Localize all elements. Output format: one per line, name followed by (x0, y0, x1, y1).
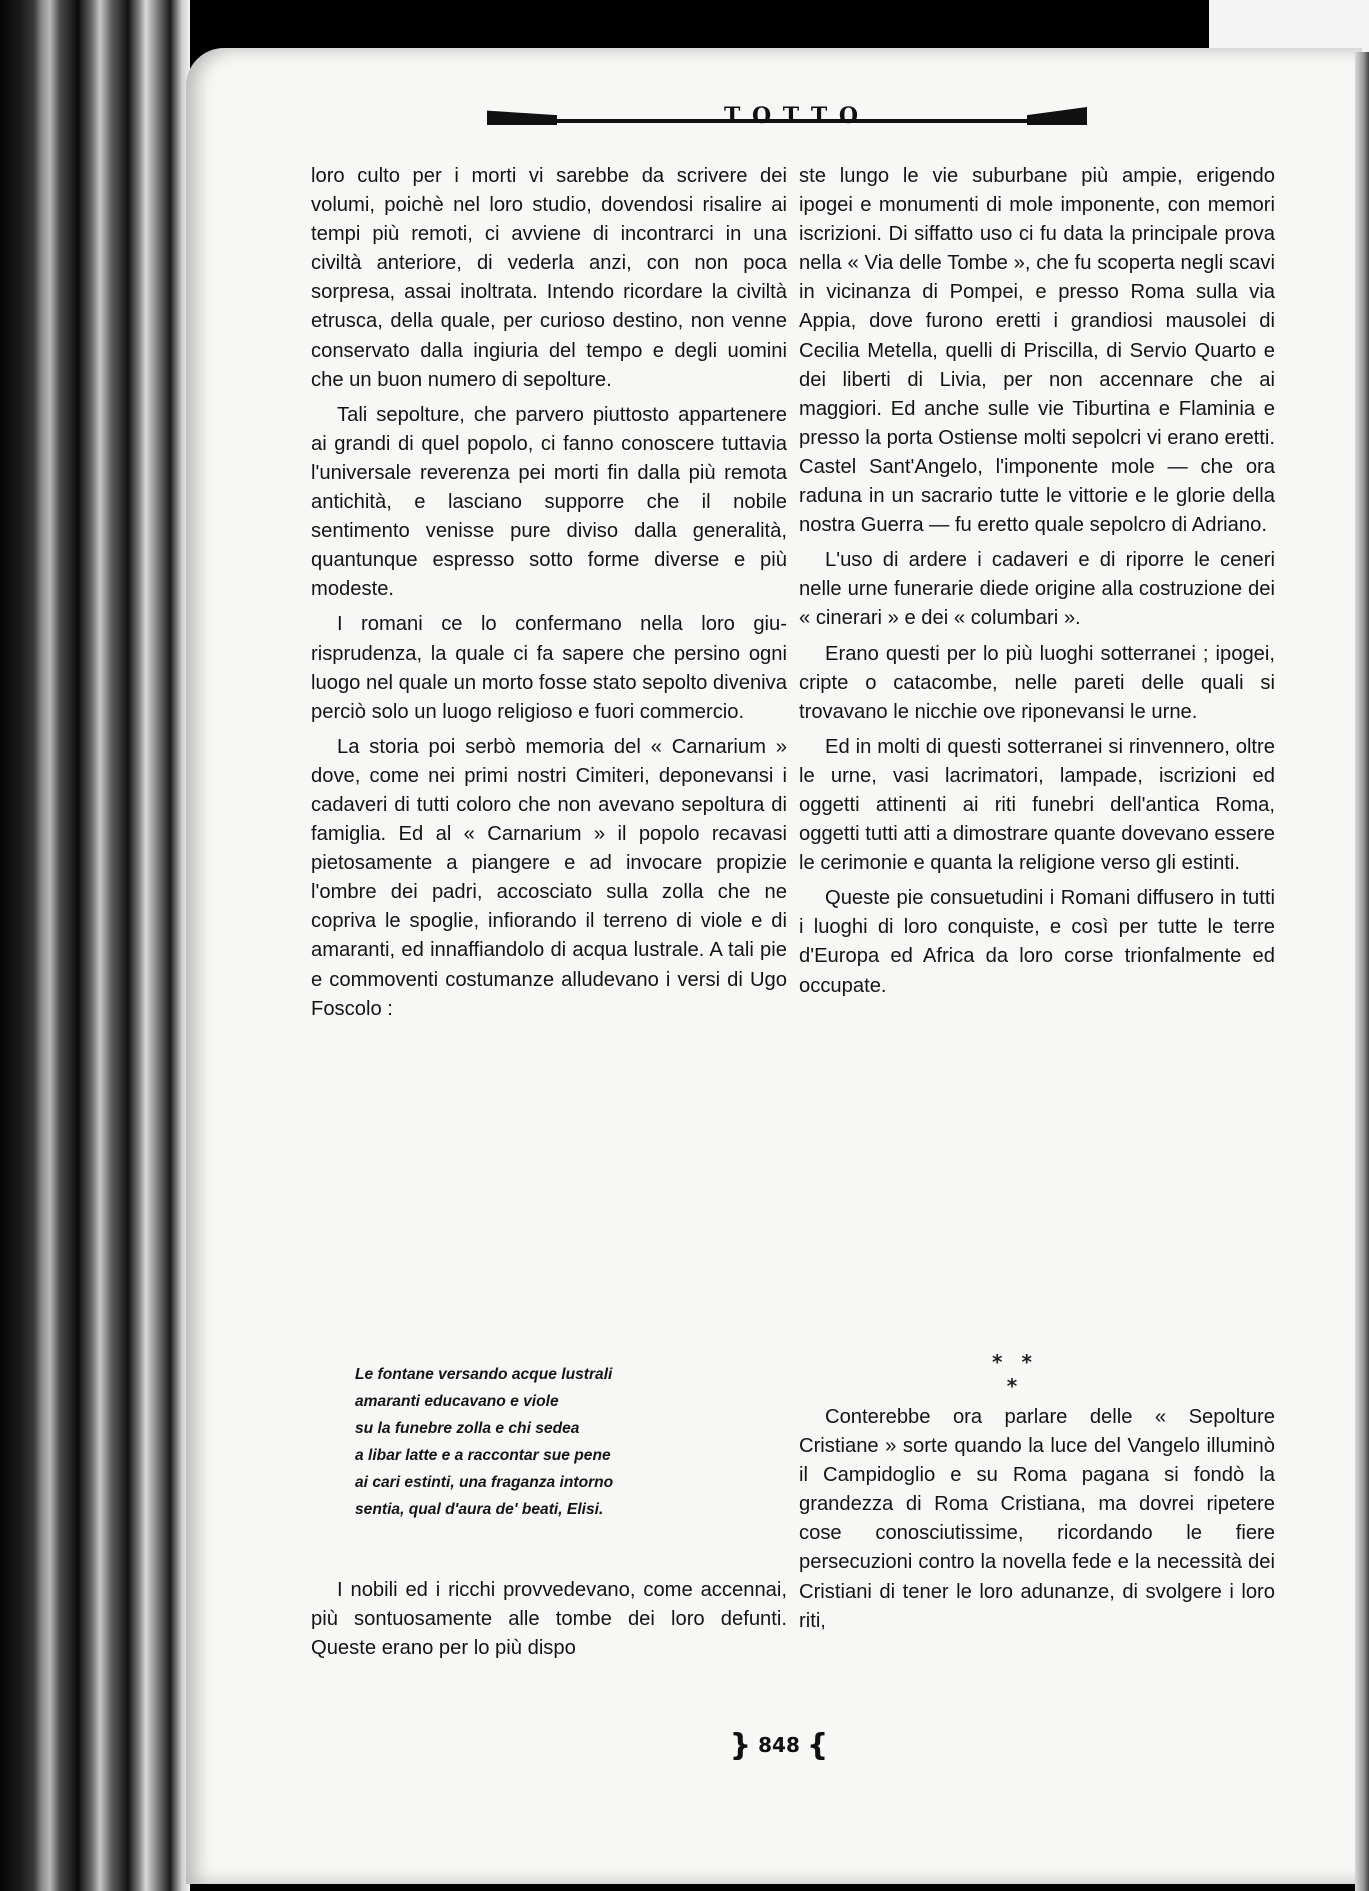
verse-line: sentia, qual d'aura de' beati, Elisi. (355, 1501, 604, 1518)
page-right-edge (1355, 52, 1369, 1891)
verse-line: ai cari estinti, una fraganza intorno (355, 1474, 614, 1491)
left-column (311, 162, 787, 1024)
paragraph: ste lungo le vie suburbane più ampie, erigendo ipogei e monumenti di mole imponente, con memori iscrizioni. Di siffatto uso ci fu data la principale prova nella « Via delle Tombe », che fu scoperta negli scavi in vicinanza di Pompei, e presso Roma sulla via Appia, dove furono eretti i grandiosi mausolei di Cecilia Metella, quelli di Priscilla, di Servio Quarto e dei liberti di Livia, per non accennare che ai maggiori. Ed anche sulle vie Tiburtina e Flaminia e presso la porta Ostiense molti sepolcri vi erano eretti. Castel Sant'Angelo, l'imponente mole — che ora raduna in un sacrario tutte le vittorie e le glorie della nostra Guerra — fu eretto quale sepolcro di Adriano. (799, 165, 1275, 537)
header-ornament (487, 104, 1087, 128)
left-brace-icon: } (729, 1728, 752, 1763)
right-brace-icon: { (806, 1728, 829, 1763)
left-closing-paragraph: I nobili ed i ricchi provvedevano, come accennai, più sontuosamente alle tombe dei loro defunti. Queste erano per lo più dispo (311, 1579, 787, 1660)
verse-line: amaranti educavano e viole (355, 1393, 559, 1410)
ornament-lead (487, 107, 557, 125)
right-column (799, 162, 1275, 1001)
right-closing-paragraph: Conterebbe ora parlare delle « Sepolture Cristiane » sorte quando la luce del Vangelo illuminò il Campidoglio e su Roma pagana si fondò la grandezza di Roma Cristiana, ma dovrei ripetere cose conosciutissime, ricordando le fiere persecuzioni contro la novella fede e la necessità dei Cristiani di tener le loro adunanze, di svolgere i loro riti, (799, 1406, 1275, 1632)
verse-line: Le fontane versando acque lustrali (355, 1366, 613, 1383)
page-number (719, 1728, 839, 1763)
verse-quotation (355, 1361, 775, 1523)
verse-line: su la funebre zolla e chi sedea (355, 1420, 580, 1437)
paragraph: I romani ce lo confermano nella loro giurisprudenza, la quale ci fa sapere che persino ogni luogo nel quale un morto fosse stato sepolto diveniva perciò solo un luogo religioso e fuori commercio. (311, 613, 787, 723)
book-binding-edge (0, 0, 190, 1891)
verse-line: a libar latte e a raccontar sue pene (355, 1447, 611, 1464)
page-number-value: 848 (758, 1733, 800, 1757)
paragraph: Erano questi per lo più luoghi sotterranei ; ipogei, cripte o catacombe, nelle pareti delle quali si trovavano le nicchie ove riponevansi le urne. (799, 642, 1275, 723)
scan-margin (1209, 0, 1369, 52)
ornament-letters: T O T T O (723, 103, 861, 129)
ornament-tail (1027, 107, 1087, 125)
paragraph: L'uso di ardere i cadaveri e di riporre le ceneri nelle urne funerarie diede origine alla costruzione dei « cinerari » e dei « columbari ». (799, 549, 1275, 630)
paragraph: Queste pie consuetudini i Romani diffusero in tutti i luoghi di loro conquiste, e così per tutte le terre d'Europa ed Africa da loro corse trionfalmente ed occupate. (799, 887, 1275, 997)
paragraph: La storia poi serbò memoria del « Carnarium » dove, come nei primi nostri Cimiteri, deponevansi i cadaveri di tutti coloro che non avevano sepoltura di famiglia. Ed al « Carnarium » il popolo recavasi pietosamente a piangere e ad invocare propizie l'ombre dei padri, accosciato sulla zolla che ne copriva le spoglie, infiorando il terreno di viole e di amaranti, ed innaffiandolo di acqua lustrale. A tali pie e commoventi costumanze alludevano i versi di Ugo Foscolo : (311, 735, 787, 1020)
paragraph: loro culto per i morti vi sarebbe da scrivere dei volumi, poichè nel loro studio, dovendosi risalire ai tempi più remoti, ci avviene di incontrarci in una civiltà anteriore, di vederla anzi, con non poca sorpresa, assai inoltrata. Intendo ricordare la civiltà etrusca, della quale, per curioso destino, non venne conservato dalla ingiuria del tempo e degli uomini che un buon numero di sepolture. (311, 165, 787, 391)
ornament-rule (557, 103, 1027, 129)
section-separator: * * * (992, 1350, 1038, 1398)
paragraph: Tali sepolture, che parvero piuttosto appartenere ai grandi di quel popolo, ci fanno conoscere tuttavia l'universale reverenza pei morti fin dalla più remota antichità, e lasciano supporre che il nobile sentimento venisse pure diviso dalla generalità, quantunque espresso sotto forme diverse e più modeste. (311, 403, 787, 601)
paragraph: Ed in molti di questi sotterranei si rinvennero, oltre le urne, vasi lacrimatori, lampade, iscrizioni ed oggetti attinenti ai riti funebri dell'antica Roma, oggetti tutti atti a dimostrare quante dovevano essere le cerimonie e quanta la religione verso gli estinti. (799, 735, 1275, 875)
